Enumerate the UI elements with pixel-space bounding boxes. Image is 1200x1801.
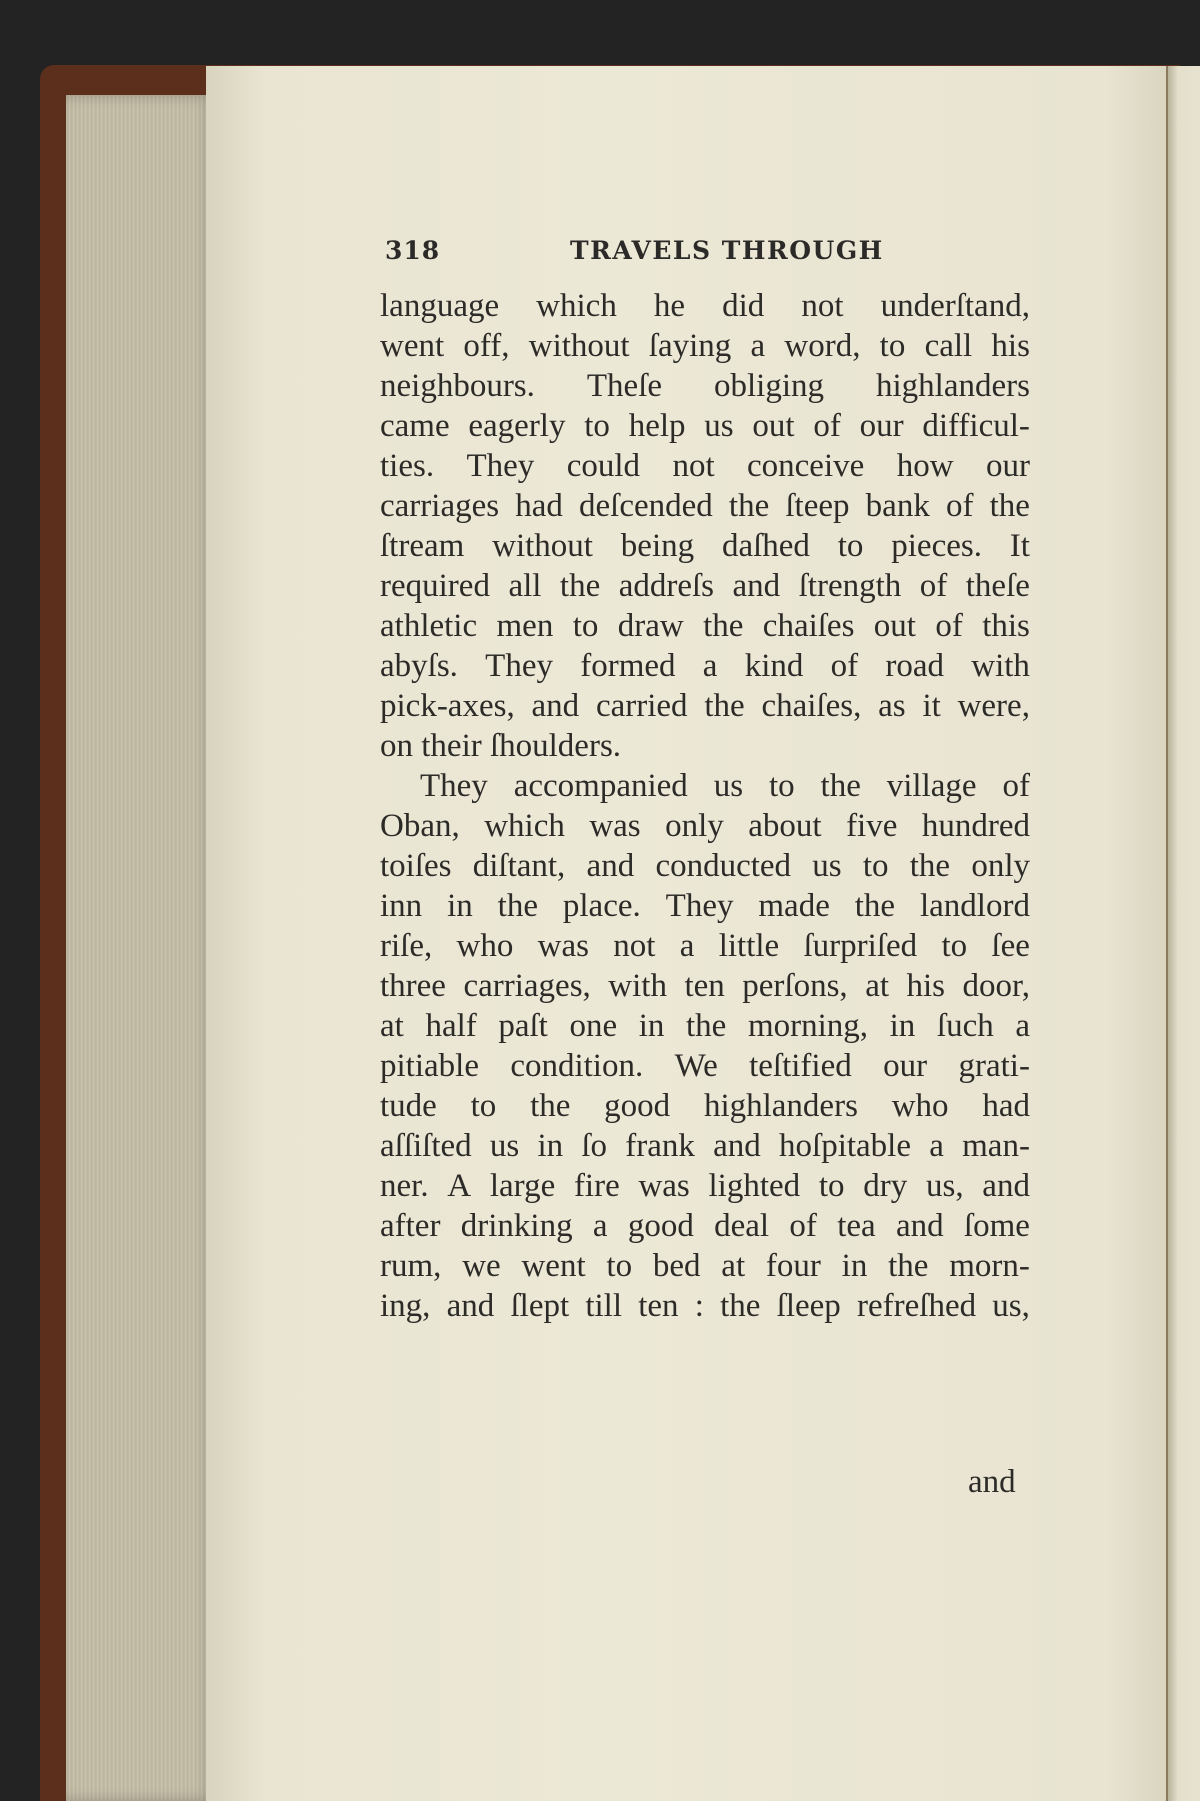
text-line: came eagerly to help us out of our difficul- bbox=[380, 408, 1030, 444]
text-line: pick-axes, and carried the chaiſes, as it were, bbox=[380, 688, 1030, 724]
text-line: language which he did not underſtand, bbox=[380, 288, 1030, 324]
text-line: ties. They could not conceive how our bbox=[380, 448, 1030, 484]
page-edges bbox=[66, 95, 216, 1801]
text-line: went off, without ſaying a word, to call his bbox=[380, 328, 1030, 364]
text-line: at half paſt one in the morning, in ſuch a bbox=[380, 1008, 1030, 1044]
text-line: ſtream without being daſhed to pieces. It bbox=[380, 528, 1030, 564]
text-line: ing, and ſlept till ten : the ſleep refreſhed us, bbox=[380, 1288, 1030, 1324]
text-line: They accompanied us to the village of bbox=[420, 768, 1030, 804]
text-line: required all the addreſs and ſtrength of theſe bbox=[380, 568, 1030, 604]
text-line: tude to the good highlanders who had bbox=[380, 1088, 1030, 1124]
text-line: Oban, which was only about five hundred bbox=[380, 808, 1030, 844]
text-line: pitiable condition. We teſtified our grati- bbox=[380, 1048, 1030, 1084]
text-line: rum, we went to bed at four in the morn- bbox=[380, 1248, 1030, 1284]
catchword: and bbox=[968, 1464, 1016, 1500]
page-number: 318 bbox=[385, 236, 441, 265]
text-line: on their ſhoulders. bbox=[380, 728, 622, 764]
running-head bbox=[385, 236, 1025, 276]
text-line: inn in the place. They made the landlord bbox=[380, 888, 1030, 924]
text-line: athletic men to draw the chaiſes out of this bbox=[380, 608, 1030, 644]
facing-page-edge bbox=[1166, 66, 1200, 1801]
text-line: aſſiſted us in ſo frank and hoſpitable a man- bbox=[380, 1128, 1030, 1164]
running-head-title: TRAVELS THROUGH bbox=[570, 236, 884, 265]
text-line: abyſs. They formed a kind of road with bbox=[380, 648, 1030, 684]
text-line: toiſes diſtant, and conducted us to the only bbox=[380, 848, 1030, 884]
text-line: neighbours. Theſe obliging highlanders bbox=[380, 368, 1030, 404]
text-line: ner. A large fire was lighted to dry us, and bbox=[380, 1168, 1030, 1204]
text-line: carriages had deſcended the ſteep bank of the bbox=[380, 488, 1030, 524]
text-line: three carriages, with ten perſons, at his door, bbox=[380, 968, 1030, 1004]
text-line: riſe, who was not a little ſurpriſed to ſee bbox=[380, 928, 1030, 964]
body-text bbox=[380, 286, 1030, 1326]
text-line: after drinking a good deal of tea and ſome bbox=[380, 1208, 1030, 1244]
